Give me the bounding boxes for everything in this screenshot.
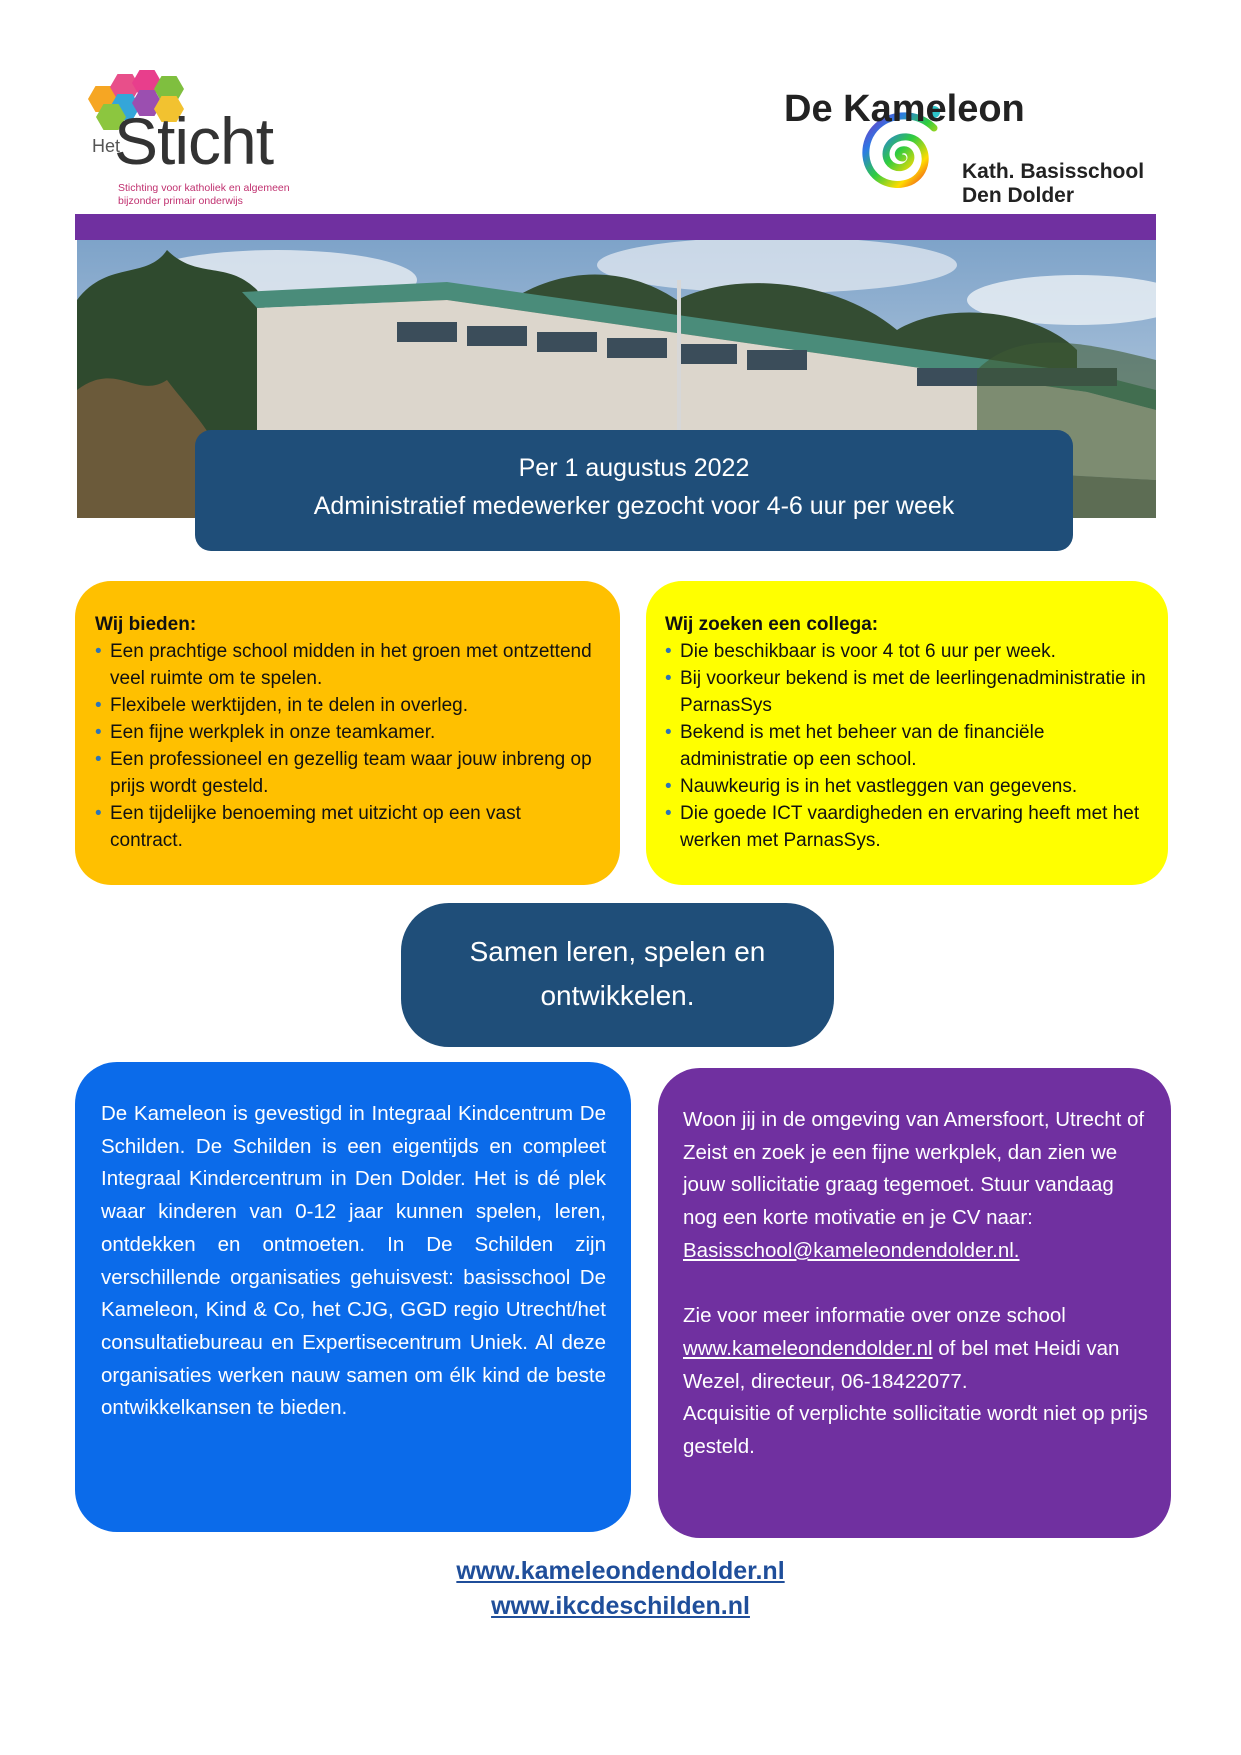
contact-intro: Woon jij in de omgeving van Amersfoort, Utrecht of Zeist en zoek je een fijne werkplek, dan zien we jouw sollicitatie graag tegemoet. Stuur vandaag nog een korte motivatie en je CV naar:: [683, 1108, 1145, 1230]
offer-item-text: Een professioneel en gezellig team waar jouw inbreng op prijs wordt gesteld.: [110, 749, 592, 797]
bullet-icon: •: [95, 803, 102, 824]
spacer: [683, 1268, 1149, 1301]
info-text: Zie voor meer informatie over onze school: [683, 1304, 1066, 1328]
list-item: [95, 800, 598, 854]
bullet-icon: •: [95, 749, 102, 770]
vacancy-date: Per 1 augustus 2022: [518, 454, 750, 482]
list-item: [665, 773, 1150, 800]
motto-line: Samen leren, spelen en: [469, 936, 766, 967]
about-text: De Kameleon is gevestigd in Integraal Kindcentrum De Schilden. De Schilden is een eigentijds en compleet Integraal Kindercentrum in Den Dolder. Het is dé plek waar kinderen van 0-12 jaar kunnen spelen, leren, ontdekken en ontmoeten. In De Schilden zijn verschillende organisaties gehuisvest: basisschool De Kameleon, Kind & Co, het CJG, GGD regio Utrecht/het consultatiebureau en Expertisecentrum Uniek. Al deze organisaties werken nauw samen om élk kind de beste ontwikkelkansen te bieden.: [101, 1102, 606, 1420]
list-item: [665, 800, 1150, 854]
bullet-icon: •: [665, 776, 672, 797]
logo-prefix: Het: [92, 136, 121, 156]
seek-item-text: Bij voorkeur bekend is met de leerlingenadministratie in ParnasSys: [680, 668, 1146, 716]
offer-heading: Wij bieden:: [95, 614, 197, 635]
offer-box: [75, 581, 620, 885]
sticht-logo: [88, 70, 308, 210]
footer-link-kameleon[interactable]: www.kameleondendolder.nl: [456, 1557, 785, 1585]
list-item: [95, 719, 598, 746]
kameleon-logo: [780, 78, 1170, 213]
logo-wordmark: De Kameleon: [784, 88, 1025, 130]
seek-item-text: Die goede ICT vaardigheden en ervaring heeft met het werken met ParnasSys.: [680, 803, 1140, 851]
bullet-icon: •: [95, 722, 102, 743]
seek-item-text: Bekend is met het beheer van de financiële administratie op een school.: [680, 722, 1045, 770]
seek-item-text: Nauwkeurig is in het vastleggen van gegevens.: [680, 776, 1078, 797]
seek-list: [665, 638, 1150, 854]
list-item: [95, 638, 598, 692]
motto-line: ontwikkelen.: [540, 980, 695, 1011]
bullet-icon: •: [95, 695, 102, 716]
seek-item-text: Die beschikbaar is voor 4 tot 6 uur per week.: [680, 641, 1056, 662]
header-band: [75, 214, 1156, 240]
bullet-icon: •: [665, 668, 672, 689]
vacancy-title: Administratief medewerker gezocht voor 4-6 uur per week: [313, 492, 955, 520]
offer-item-text: Een fijne werkplek in onze teamkamer.: [110, 722, 436, 743]
list-item: [95, 746, 598, 800]
bullet-icon: •: [665, 803, 672, 824]
vacancy-banner: [195, 430, 1073, 551]
acquisition-notice: Acquisitie of verplichte sollicitatie wordt niet op prijs gesteld.: [683, 1402, 1148, 1459]
list-item: [95, 692, 598, 719]
logo-subtitle: Kath. Basisschool: [962, 160, 1145, 183]
seek-heading: Wij zoeken een collega:: [665, 614, 879, 635]
bullet-icon: •: [665, 722, 672, 743]
info-text: of bel met Heidi van Wezel, directeur, 06-18422077.: [683, 1336, 1120, 1393]
offer-item-text: Een prachtige school midden in het groen met ontzettend veel ruimte om te spelen.: [110, 641, 592, 689]
contact-box: [658, 1068, 1171, 1538]
footer-link-ikc[interactable]: www.ikcdeschilden.nl: [491, 1592, 750, 1620]
about-box: [75, 1062, 631, 1532]
offer-item-text: Een tijdelijke benoeming met uitzicht op een vast contract.: [110, 803, 521, 851]
website-link[interactable]: www.kameleondendolder.nl: [683, 1336, 933, 1360]
offer-item-text: Flexibele werktijden, in te delen in overleg.: [110, 695, 469, 716]
bullet-icon: •: [95, 641, 102, 662]
motto-box: [401, 903, 834, 1047]
bullet-icon: •: [665, 641, 672, 662]
list-item: [665, 638, 1150, 665]
offer-list: [95, 638, 598, 854]
list-item: [665, 719, 1150, 773]
logo-wordmark: Sticht: [114, 104, 274, 178]
seek-box: [646, 581, 1168, 885]
list-item: [665, 665, 1150, 719]
logo-subtitle: Den Dolder: [962, 184, 1075, 207]
email-link[interactable]: Basisschool@kameleondendolder.nl.: [683, 1238, 1020, 1262]
logo-tagline: Stichting voor katholiek en algemeen bijzonder primair onderwijs: [118, 182, 290, 207]
